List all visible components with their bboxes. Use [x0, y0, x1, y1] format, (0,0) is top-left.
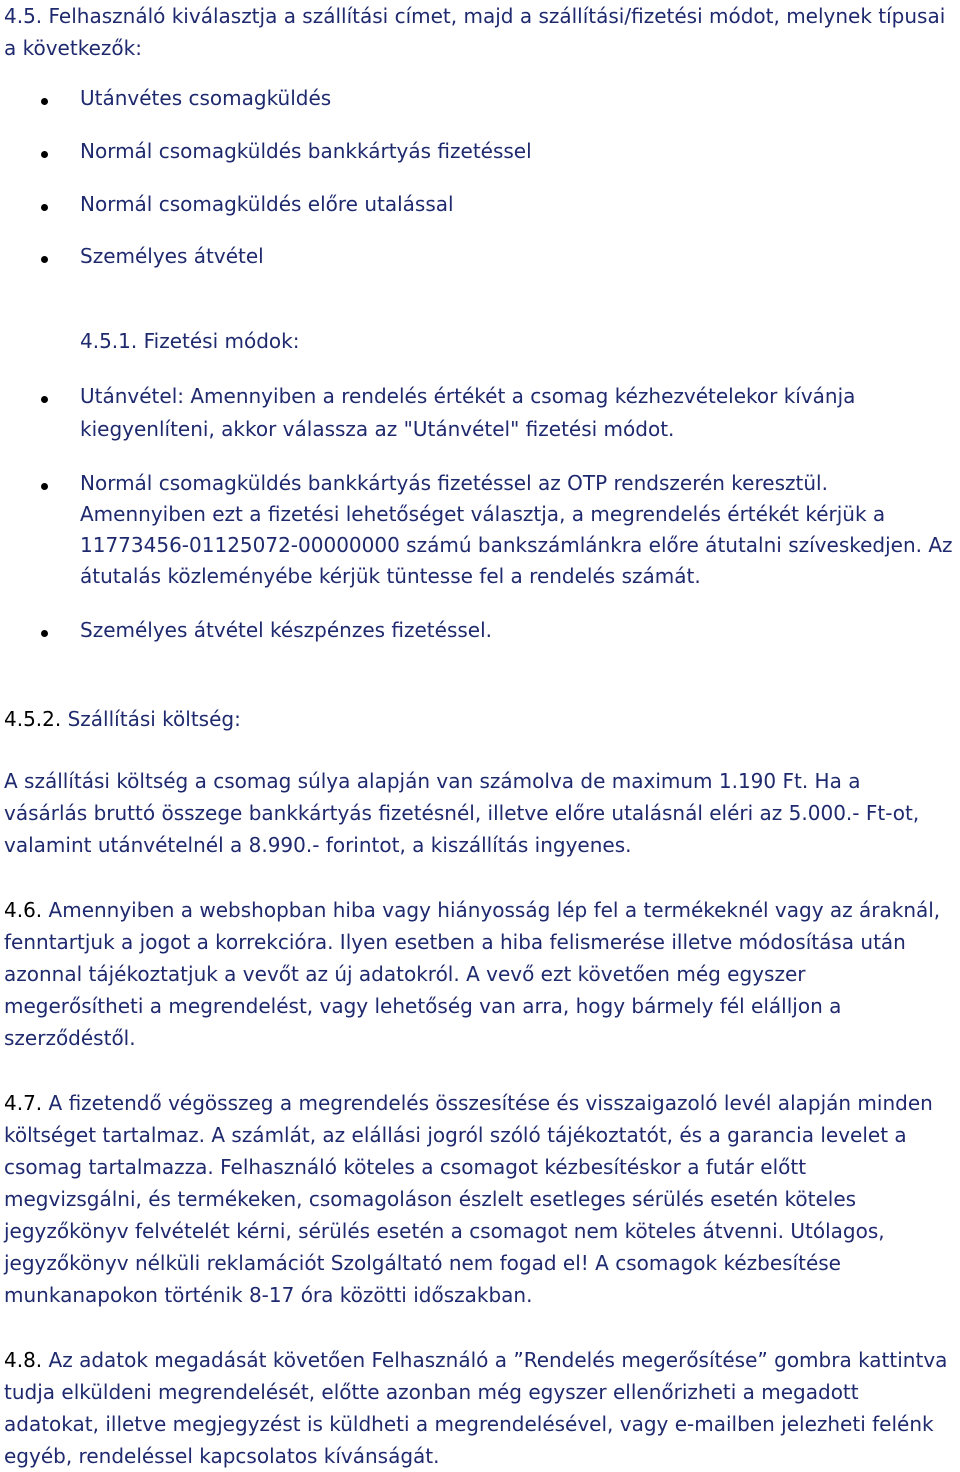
section-number: 4.6.	[4, 898, 43, 922]
section-text: Az adatok megadását követően Felhasználó a ”Rendelés megerősítése” gombra kattintva	[42, 1348, 948, 1372]
shipping-cost-line: A szállítási költség a csomag súlya alapján van számolva de maximum 1.190 Ft. Ha a	[4, 769, 861, 793]
payment-item-line: átutalás közleményébe kérjük tüntesse fel a rendelés számát.	[80, 564, 701, 588]
section-4-6-line: megerősítheti a megrendelést, vagy lehetőség van arra, hogy bármely fél elálljon a	[4, 994, 842, 1018]
bullet-icon	[41, 396, 48, 403]
shipping-cost-line: vásárlás bruttó összege bankkártyás fizetésnél, illetve előre utalásnál eléri az 5.000.- Ft-ot,	[4, 801, 920, 825]
section-4-6-line: fenntartjuk a jogot a korrekcióra. Ilyen esetben a hiba felismerése illetve módosítása után	[4, 930, 906, 954]
section-4-7-line: csomag tartalmazza. Felhasználó köteles a csomagot kézbesítéskor a futár előtt	[4, 1155, 807, 1179]
bullet-icon	[41, 630, 48, 637]
option-item: Normál csomagküldés előre utalással	[80, 192, 454, 216]
section-4-7-line	[4, 1087, 933, 1119]
shipping-cost-line: valamint utánvételnél a 8.990.- forintot, a kiszállítás ingyenes.	[4, 833, 632, 857]
bullet-icon	[41, 483, 48, 490]
section-4-5-line-2: a következők:	[4, 36, 142, 60]
payment-item-line: Normál csomagküldés bankkártyás fizetéssel az OTP rendszerén keresztül.	[80, 471, 828, 495]
bullet-icon	[41, 256, 48, 263]
payment-item-line: Amennyiben ezt a fizetési lehetőséget választja, a megrendelés értékét kérjük a	[80, 502, 886, 526]
section-4-7-line: jegyzőkönyv nélküli reklamációt Szolgáltató nem fogad el! A csomagok kézbesítése	[4, 1251, 841, 1275]
option-item: Normál csomagküldés bankkártyás fizetéssel	[80, 139, 532, 163]
section-number: 4.8.	[4, 1348, 43, 1372]
section-4-6-line: azonnal tájékoztatjuk a vevőt az új adatokról. A vevő ezt követően még egyszer	[4, 962, 806, 986]
section-4-8-line: tudja elküldeni megrendelését, előtte azonban még egyszer ellenőrizheti a megadott	[4, 1380, 859, 1404]
section-number: 4.7.	[4, 1091, 43, 1115]
section-4-7-line: munkanapokon történik 8-17 óra közötti időszakban.	[4, 1283, 533, 1307]
section-4-7-line: megvizsgálni, és termékeken, csomagoláson észlelt esetleges sérülés esetén köteles	[4, 1187, 857, 1211]
section-4-6-line: szerződéstől.	[4, 1026, 136, 1050]
section-4-6-line	[4, 894, 940, 926]
section-4-7-line: költséget tartalmaz. A számlát, az elállási jogról szóló tájékoztatót, és a garancia levelet a	[4, 1123, 907, 1147]
section-title: Szállítási költség:	[61, 707, 241, 731]
section-4-5-line-1: 4.5. Felhasználó kiválasztja a szállítási címet, majd a szállítási/fizetési módot, melynek típusai	[4, 4, 946, 28]
section-4-7-line: jegyzőkönyv felvételét kérni, sérülés esetén a csomagot nem köteles átvenni. Utólagos,	[4, 1219, 885, 1243]
payment-item-line: 11773456-01125072-00000000 számú bankszámlánkra előre átutalni szíveskedjen. Az	[80, 533, 953, 557]
section-number: 4.5.2.	[4, 707, 62, 731]
payment-item-line: Személyes átvétel készpénzes fizetéssel.	[80, 618, 493, 642]
section-4-8-line: adatokat, illetve megjegyzést is küldheti a megrendelésével, vagy e-mailben jelezheti felénk	[4, 1412, 934, 1436]
section-4-8-line	[4, 1344, 947, 1376]
section-4-5-2-heading	[4, 703, 241, 735]
option-item: Személyes átvétel	[80, 244, 264, 268]
option-item: Utánvétes csomagküldés	[80, 86, 332, 110]
section-4-8-line: egyéb, rendeléssel kapcsolatos kívánságát.	[4, 1444, 440, 1468]
bullet-icon	[41, 204, 48, 211]
payment-item-line: kiegyenlíteni, akkor válassza az "Utánvétel" fizetési módot.	[80, 417, 675, 441]
payment-item-line: Utánvétel: Amennyiben a rendelés értékét a csomag kézhezvételekor kívánja	[80, 384, 856, 408]
section-4-5-1-heading: 4.5.1. Fizetési módok:	[80, 329, 300, 353]
section-text: A fizetendő végösszeg a megrendelés összesítése és visszaigazoló levél alapján minden	[42, 1091, 933, 1115]
bullet-icon	[41, 98, 48, 105]
bullet-icon	[41, 151, 48, 158]
section-text: Amennyiben a webshopban hiba vagy hiányosság lép fel a termékeknél vagy az áraknál,	[42, 898, 941, 922]
